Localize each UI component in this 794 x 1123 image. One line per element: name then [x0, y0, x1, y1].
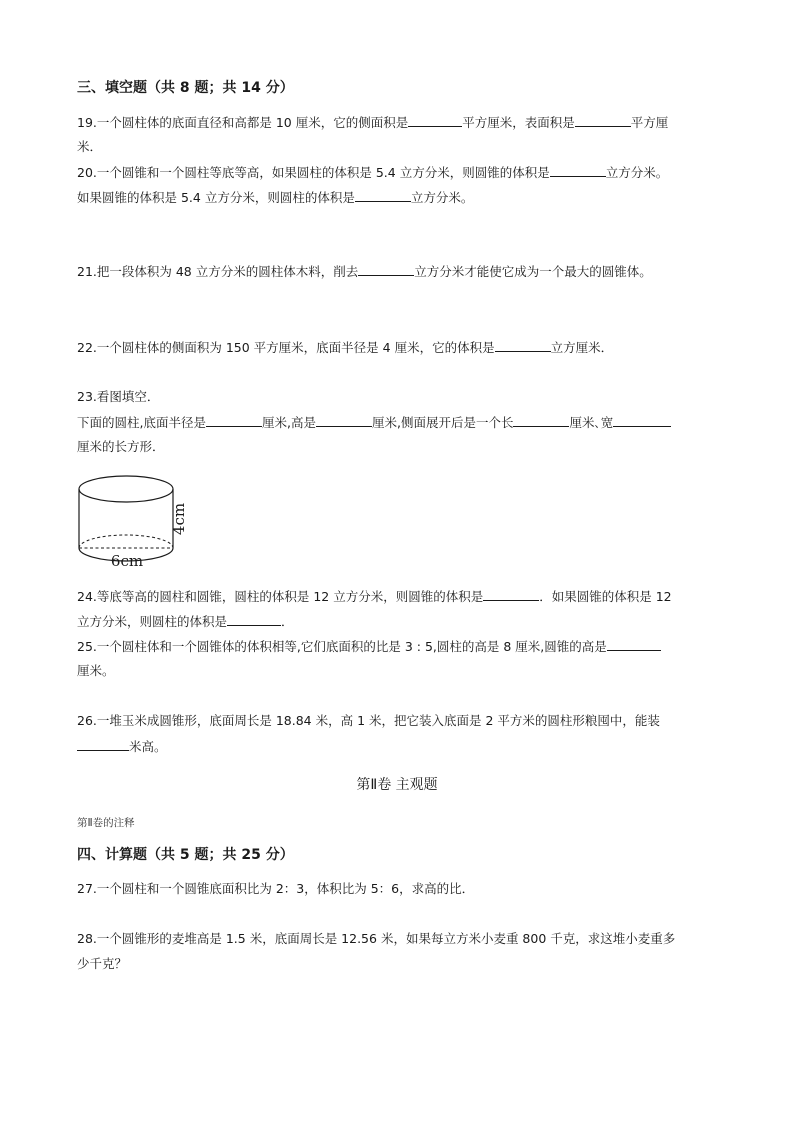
q20-text-d: 立方分米。	[410, 190, 474, 205]
cylinder-top-ellipse	[79, 476, 173, 502]
question-25-line-1	[77, 638, 661, 655]
question-26-line-1: 26.一堆玉米成圆锥形，底面周长是 18.84 米，高 1 米，把它装入底面是 2 平方米的圆柱形粮囤中，能装	[77, 713, 660, 728]
answer-blank[interactable]	[316, 414, 372, 427]
q19-text-a: 19.一个圆柱体的底面直径和高都是 10 厘米，它的侧面积是	[77, 115, 409, 130]
height-label: 4cm	[170, 502, 188, 536]
cylinder-figure	[74, 470, 204, 570]
diameter-label: 6cm	[110, 552, 144, 570]
q25-text-a: 25.一个圆柱体和一个圆锥体的体积相等,它们底面积的比是 3 : 5,圆柱的高是 8 厘米,圆锥的高是	[77, 639, 607, 654]
answer-blank[interactable]	[575, 114, 631, 127]
answer-blank[interactable]	[550, 164, 606, 177]
answer-blank[interactable]	[227, 613, 281, 626]
question-19-line-1	[77, 114, 668, 131]
q23-text-b: 厘米,高是	[261, 415, 316, 430]
q24-text-b: ．如果圆锥的体积是 12	[539, 589, 672, 604]
question-21	[77, 263, 652, 280]
q22-text-a: 22.一个圆柱体的侧面积为 150 平方厘米，底面半径是 4 厘米，它的体积是	[77, 340, 495, 355]
q24-text-a: 24.等底等高的圆柱和圆锥，圆柱的体积是 12 立方分米，则圆锥的体积是	[77, 589, 484, 604]
question-28-line-2: 少千克？	[77, 956, 128, 971]
question-26-line-2	[77, 738, 167, 755]
question-23-title: 23.看图填空．	[77, 389, 160, 404]
q20-text-c: 如果圆锥的体积是 5.4 立方分米，则圆柱的体积是	[77, 190, 355, 205]
q23-text-d: 厘米､宽	[569, 415, 614, 430]
section-heading-fill-in: 三、填空题（共 8 题；共 14 分）	[77, 80, 294, 96]
q19-text-b: 平方厘米，表面积是	[462, 115, 575, 130]
answer-blank[interactable]	[513, 414, 569, 427]
question-20-line-1	[77, 164, 668, 181]
q23-text-a: 下面的圆柱,底面半径是	[77, 415, 206, 430]
answer-blank[interactable]	[77, 738, 129, 751]
question-19-line-2: 米．	[77, 139, 103, 154]
question-24-line-1	[77, 588, 672, 605]
question-20-line-2	[77, 189, 473, 206]
q20-text-b: 立方分米。	[605, 165, 669, 180]
part-2-note: 第Ⅱ卷的注释	[77, 817, 135, 829]
section-heading-calculation: 四、计算题（共 5 题；共 25 分）	[77, 847, 294, 863]
question-28-line-1: 28.一个圆锥形的麦堆高是 1.5 米，底面周长是 12.56 米，如果每立方米小麦重 800 千克，求这堆小麦重多	[77, 931, 676, 946]
q19-text-c: 平方厘	[630, 115, 669, 130]
q24-text-d: ．	[281, 614, 294, 629]
q22-text-b: 立方厘米．	[550, 340, 614, 355]
answer-blank[interactable]	[206, 414, 262, 427]
answer-blank[interactable]	[355, 189, 411, 202]
question-25-line-2: 厘米。	[77, 663, 115, 678]
q20-text-a: 20.一个圆锥和一个圆柱等底等高，如果圆柱的体积是 5.4 立方分米，则圆锥的体积是	[77, 165, 550, 180]
question-22	[77, 339, 613, 356]
question-23-line-2	[77, 414, 671, 431]
answer-blank[interactable]	[408, 114, 462, 127]
answer-blank[interactable]	[483, 588, 539, 601]
q23-text-c: 厘米,侧面展开后是一个长	[371, 415, 514, 430]
answer-blank[interactable]	[358, 263, 414, 276]
answer-blank[interactable]	[607, 638, 661, 651]
q26-text-b: 米高。	[129, 739, 167, 754]
answer-blank[interactable]	[613, 414, 671, 427]
question-23-line-3: 厘米的长方形．	[77, 439, 165, 454]
question-27: 27.一个圆柱和一个圆锥底面积比为 2：3，体积比为 5：6，求高的比．	[77, 881, 475, 896]
q24-text-c: 立方分米，则圆柱的体积是	[77, 614, 228, 629]
question-24-line-2	[77, 613, 294, 630]
answer-blank[interactable]	[495, 339, 551, 352]
part-2-title: 第Ⅱ卷 主观题	[356, 777, 438, 793]
q21-text-a: 21.把一段体积为 48 立方分米的圆柱体木料，削去	[77, 264, 359, 279]
cylinder-bottom-back-arc	[79, 535, 173, 548]
q21-text-b: 立方分米才能使它成为一个最大的圆锥体。	[414, 264, 652, 279]
